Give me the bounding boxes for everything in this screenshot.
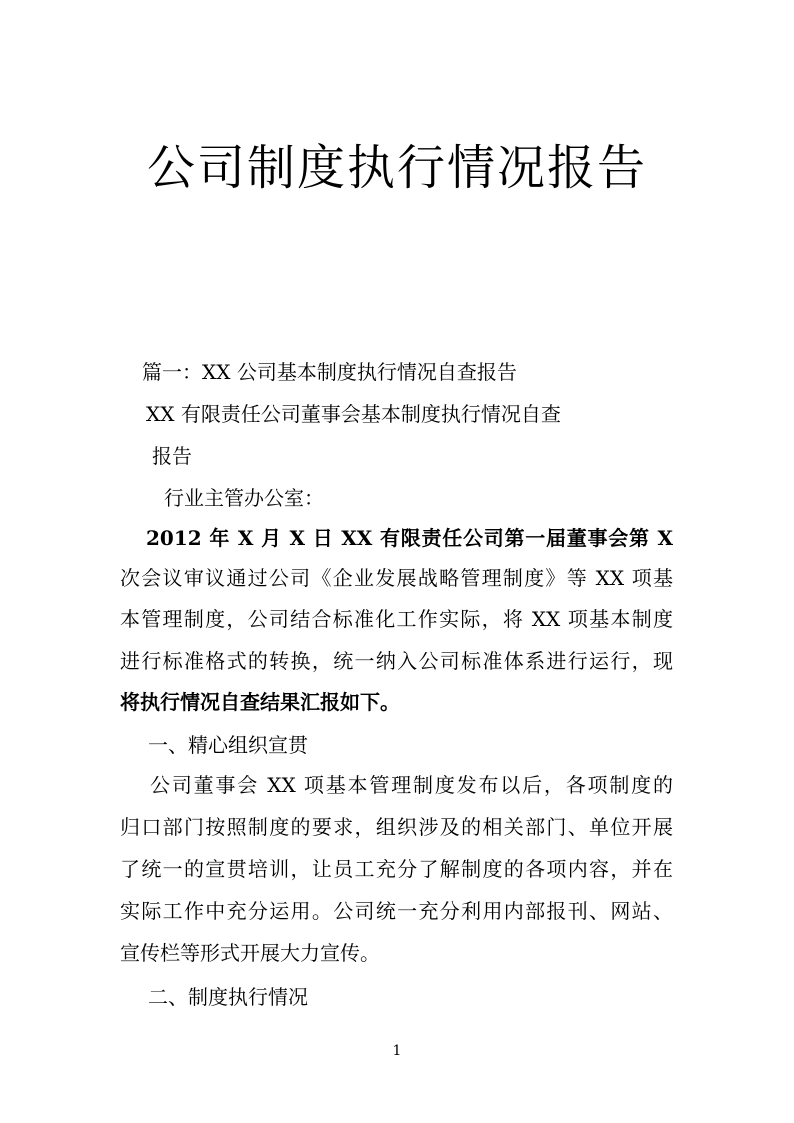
intro-line3: 本管理制度，公司结合标准化工作实际，将 XX 项基本制度 <box>120 607 673 631</box>
intro-line1: 2012 年 X 月 X 日 XX 有限责任公司第一届董事会第 X <box>146 526 673 550</box>
intro-line2: 次会议审议通过公司《企业发展战略管理制度》等 XX 项基 <box>120 566 673 590</box>
document-title: 公司制度执行情况报告 <box>146 140 647 196</box>
report-title-line2: 报告 <box>152 444 192 468</box>
report-title-line1: XX 有限责任公司董事会基本制度执行情况自查 <box>146 402 561 426</box>
addressee: 行业主管办公室： <box>164 486 324 510</box>
section-heading: 篇一：XX 公司基本制度执行情况自查报告 <box>142 360 517 384</box>
section1-line2: 归口部门按照制度的要求，组织涉及的相关部门、单位开展 <box>120 815 673 839</box>
heading-2: 二、制度执行情况 <box>148 985 308 1009</box>
section1-line1: 公司董事会 XX 项基本管理制度发布以后，各项制度的 <box>150 773 673 797</box>
page-number: 1 <box>392 1043 402 1059</box>
section1-line4: 实际工作中充分运用。公司统一充分利用内部报刊、网站、 <box>120 899 673 923</box>
heading-1: 一、精心组织宣贯 <box>148 733 308 757</box>
section1-line5: 宣传栏等形式开展大力宣传。 <box>120 941 380 965</box>
section1-line3: 了统一的宣贯培训，让员工充分了解制度的各项内容，并在 <box>120 857 673 881</box>
intro-line5: 将执行情况自查结果汇报如下。 <box>120 690 400 714</box>
intro-line4: 进行标准格式的转换，统一纳入公司标准体系进行运行，现 <box>120 649 673 673</box>
